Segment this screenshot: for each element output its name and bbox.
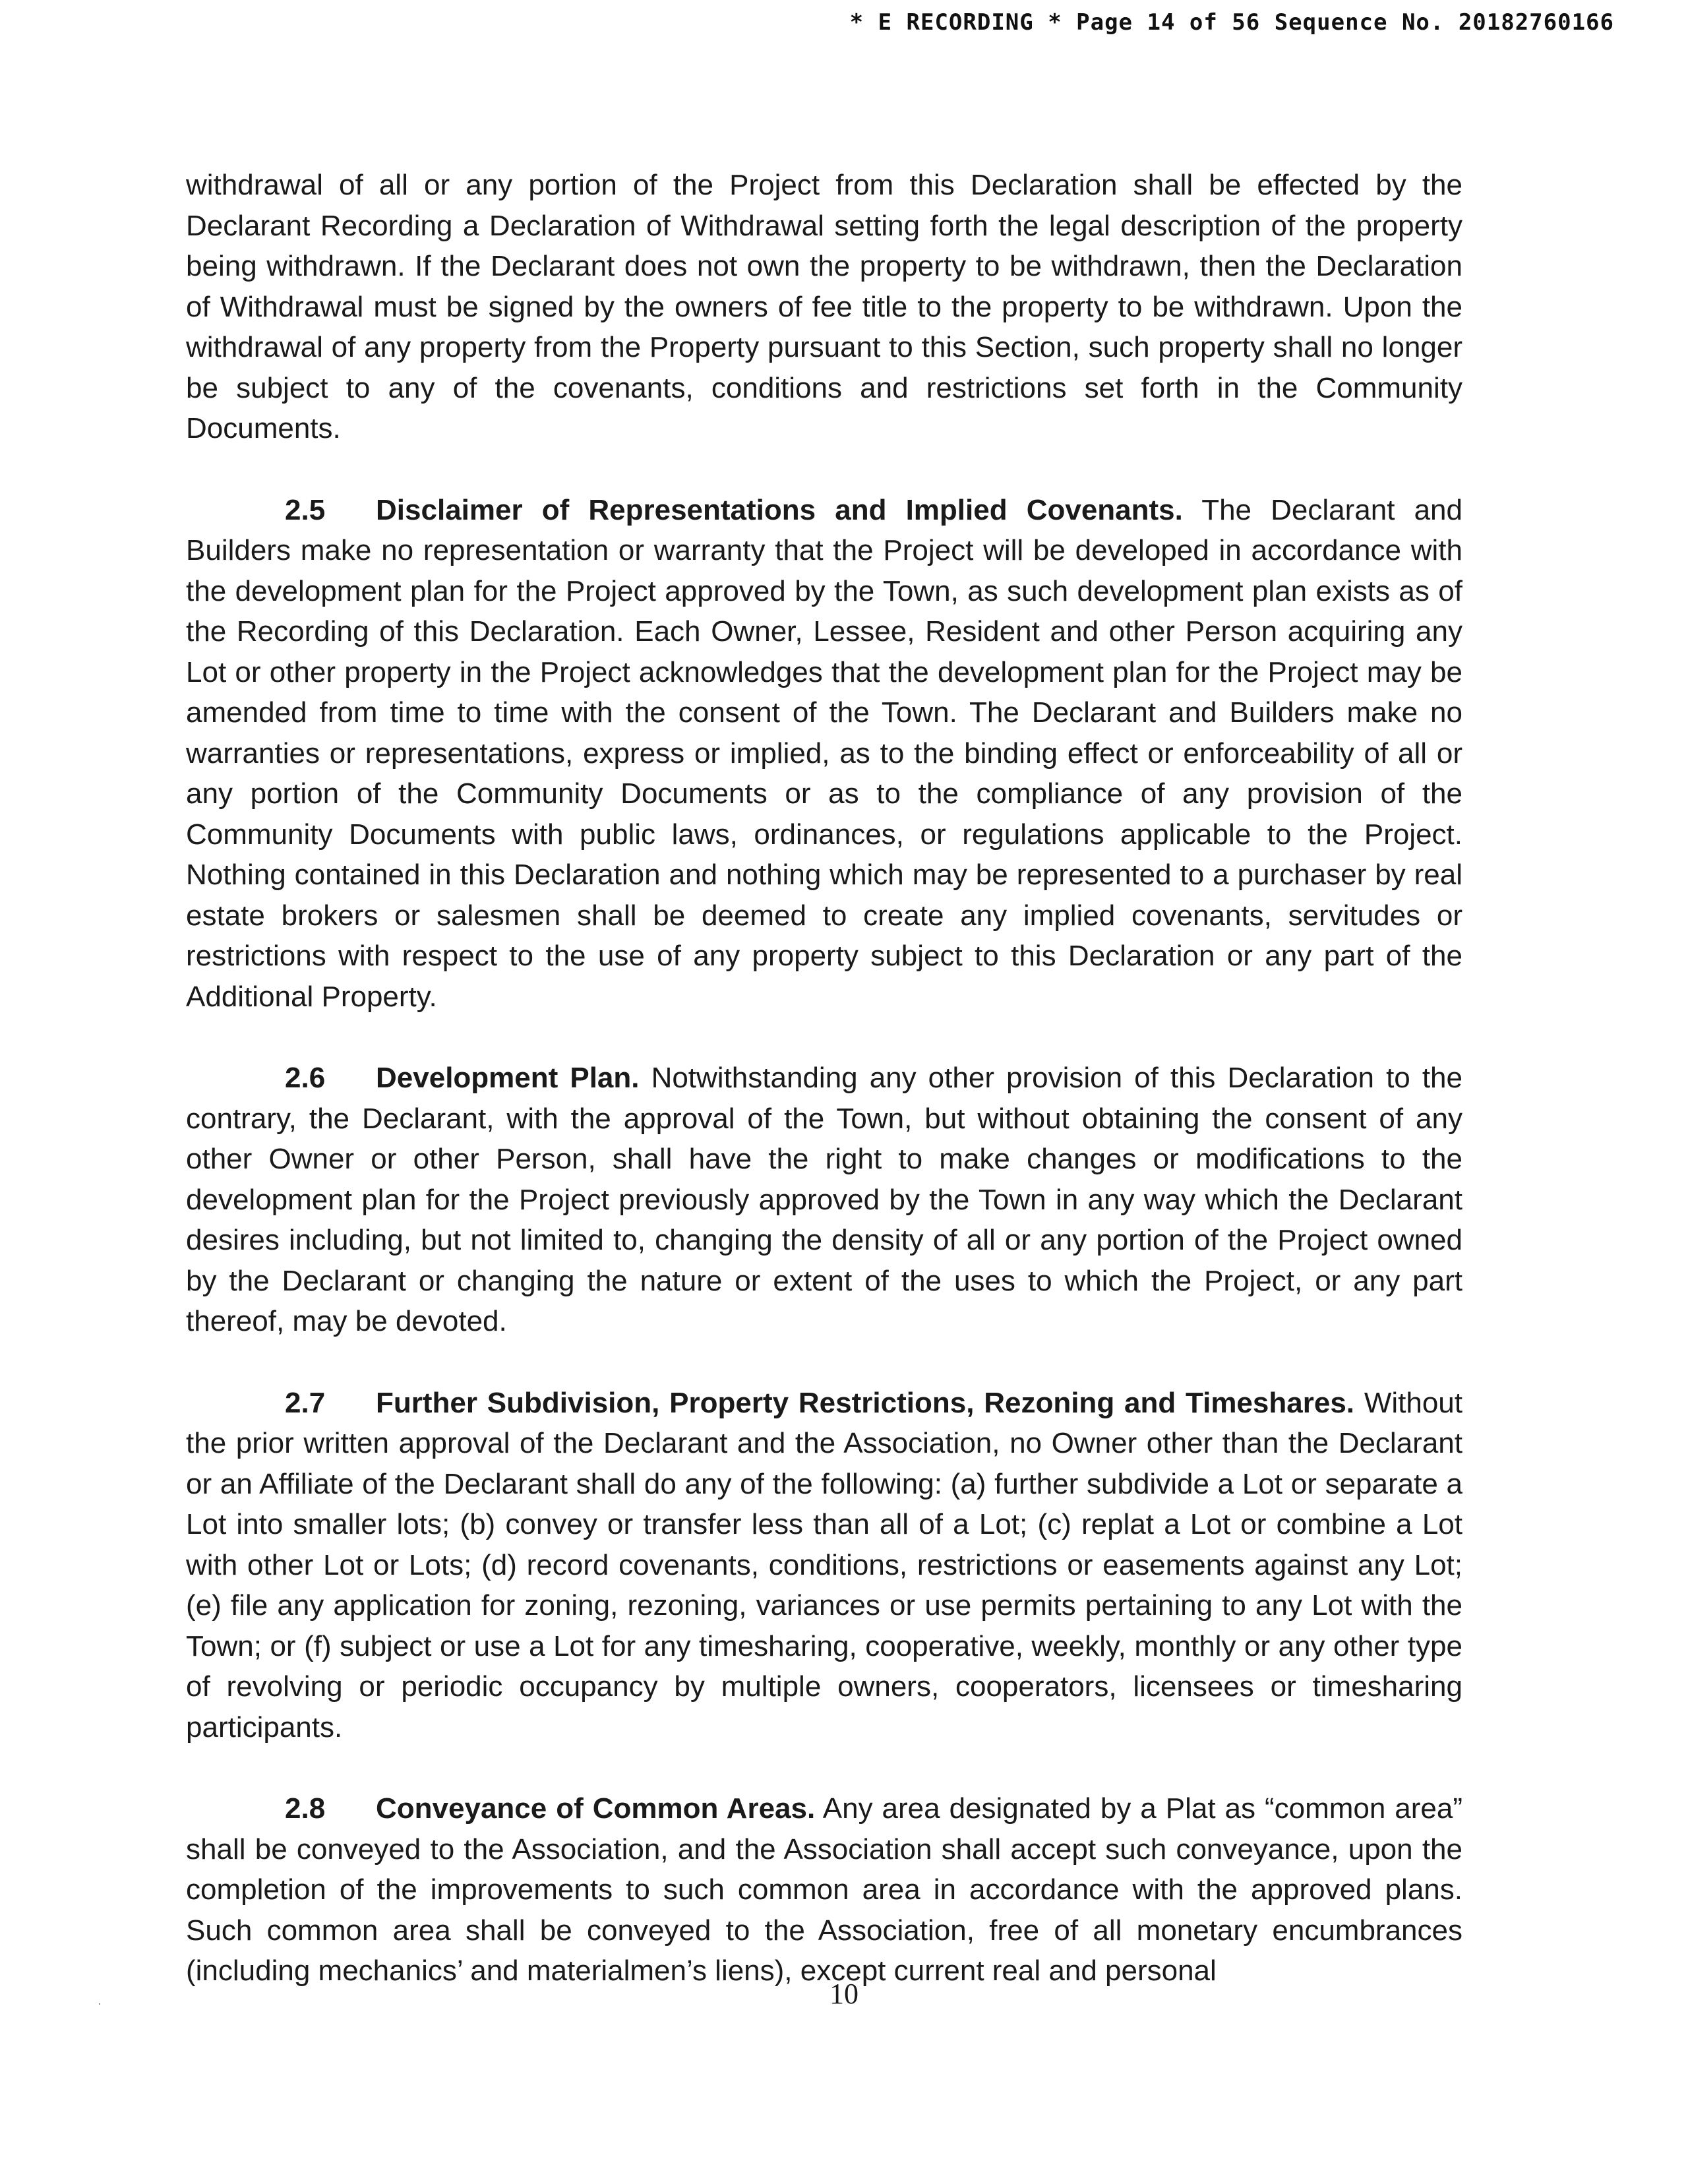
section-text: Without the prior written approval of the Declarant and the Association, no Owner other than the Declarant or an Affiliate of the Declarant shall do any of the following: (a) further subdivide a Lot or separate a Lot into smaller lots; (b) convey or transfer less than all of a Lot; (c) replat a Lot or combine a Lot with other Lot or Lots; (d) record covenants, conditions, restrictions or easements against any Lot; (e) file any application for zoning, rezoning, variances or use permits pertaining to any Lot with the Town; or (f) subject or use a Lot for any timesharing, cooperative, weekly, monthly or any other type of revolving or periodic occupancy by multiple owners, cooperators, licensees or timesharing participants. — [186, 1386, 1462, 1744]
page-number: 10 — [829, 1978, 859, 2010]
section-title: Further Subdivision, Property Restrictions, Rezoning and Timeshares. — [376, 1386, 1355, 1419]
document-body — [186, 165, 1462, 2032]
section-title: Development Plan. — [376, 1062, 640, 1094]
section-number: 2.8 — [285, 1792, 326, 1825]
section-number: 2.6 — [285, 1062, 326, 1094]
section-number: 2.7 — [285, 1386, 326, 1419]
section-2-6 — [186, 1058, 1462, 1342]
section-2-8 — [186, 1788, 1462, 1991]
section-title: Conveyance of Common Areas. — [376, 1792, 816, 1825]
section-title: Disclaimer of Representations and Implied Covenants. — [376, 493, 1183, 526]
section-text: Notwithstanding any other provision of this Declaration to the contrary, the Declarant, with the approval of the Town, but without obtaining the consent of any other Owner or other Person, shall have the right to make changes or modifications to the development plan for the Project previously approved by the Town in any way which the Declarant desires including, but not limited to, changing the density of all or any portion of the Project owned by the Declarant or changing the nature or extent of the uses to which the Project, or any part thereof, may be devoted. — [186, 1062, 1462, 1337]
scan-speck — [99, 2003, 100, 2005]
section-number: 2.5 — [285, 493, 326, 526]
section-2-7 — [186, 1383, 1462, 1748]
section-text: Any area designated by a Plat as “common area” shall be conveyed to the Association, and the Association shall accept such conveyance, upon the completion of the improvements to such common area in accordance with the approved plans. Such common area shall be conveyed to the Association, free of all monetary encumbrances (including mechanics’ and materialmen’s liens), except current real and personal — [186, 1792, 1462, 1987]
continuation-paragraph: withdrawal of all or any portion of the Project from this Declaration shall be effected by the Declarant Recording a Declaration of Withdrawal setting forth the legal description of the property being withdrawn. If the Declarant does not own the property to be withdrawn, then the Declaration of Withdrawal must be signed by the owners of fee title to the property to be withdrawn. Upon the withdrawal of any property from the Property pursuant to this Section, such property shall no longer be subject to any of the covenants, conditions and restrictions set forth in the Community Documents. — [186, 169, 1462, 444]
section-text: The Declarant and Builders make no representation or warranty that the Project will be developed in accordance with the development plan for the Project approved by the Town, as such development plan exists as of the Recording of this Declaration. Each Owner, Lessee, Resident and other Person acquiring any Lot or other property in the Project acknowledges that the development plan for the Project may be amended from time to time with the consent of the Town. The Declarant and Builders make no warranties or representations, express or implied, as to the binding effect or enforceability of all or any portion of the Community Documents or as to the compliance of any provision of the Community Documents with public laws, ordinances, or regulations applicable to the Project. Nothing contained in this Declaration and nothing which may be represented to a purchaser by real estate brokers or salesmen shall be deemed to create any implied covenants, servitudes or restrictions with respect to the use of any property subject to this Declaration or any part of the Additional Property. — [186, 493, 1462, 1013]
recording-header: * E RECORDING * Page 14 of 56 Sequence No. 20182760166 — [849, 9, 1614, 36]
section-2-5 — [186, 490, 1462, 1017]
